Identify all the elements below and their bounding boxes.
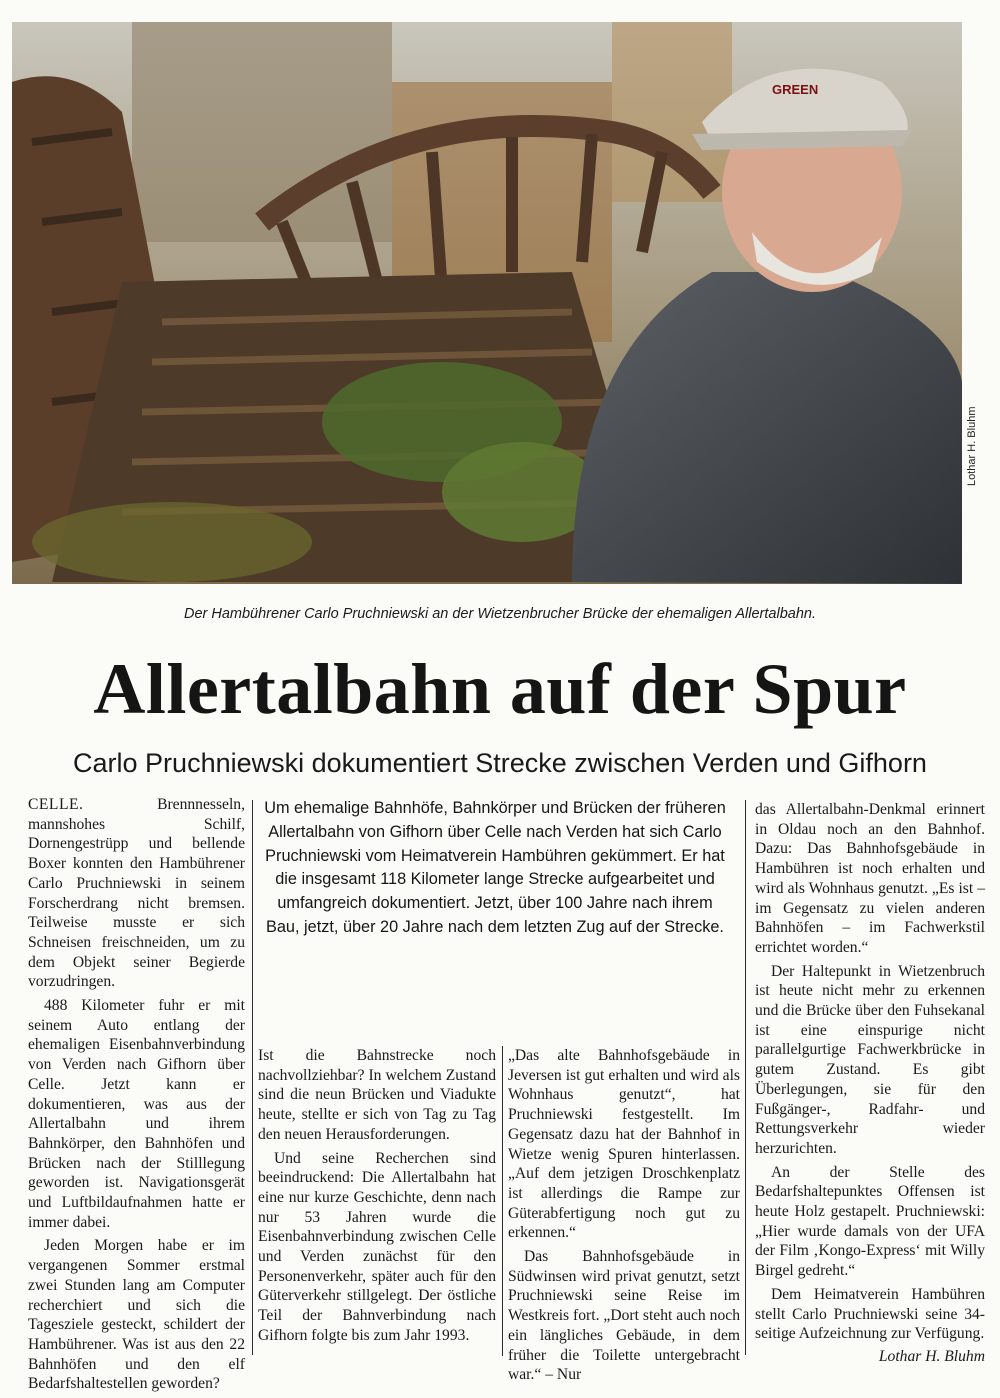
article-lead: Um ehemalige Bahnhöfe, Bahnkörper und Brücken der früheren Allertalbahn von Gifhorn über Celle nach Verden hat sich Carlo Pruchniewski vom Heimatverein Hambühren gekümmert. Er hat die insgesamt 118 Kilometer lange Strecke aufgearbeitet und umfangreich dokumentiert. Jetzt, über 100 Jahre nach ihrem Bau, jetzt, über 20 Jahre nach dem letzten Zug auf der Strecke. — [264, 799, 726, 936]
photo-credit: Lothar H. Bluhm — [966, 406, 978, 486]
author-byline: Lothar H. Bluhm — [878, 1348, 985, 1365]
article-column-2 — [258, 1046, 496, 1350]
paragraph: „Das alte Bahnhofsgebäude in Jeversen ist gut erhalten und wird als Wohnhaus genutzt“, hat Pruchniewski festgestellt. Im Gegensatz dazu hat der Bahnhof in Wietze wenig Spuren hinterlassen. „Auf dem jetzigen Droschkenplatz ist allerdings die Rampe zur Güterabfertigung noch gut zu erkennen.“ — [508, 1047, 740, 1242]
dateline: CELLE. — [28, 796, 84, 813]
paragraph: Das Bahnhofsgebäude in Südwinsen wird privat genutzt, setzt Pruchniewski seine Reise im Westkreis fort. „Dort steht auch noch ein längliches Gebäude, in dem früher die Toilette untergebracht war.“ – Nur — [508, 1248, 740, 1384]
cap-logo-text: GREEN — [772, 82, 819, 97]
article-column-4 — [755, 800, 985, 1348]
bridge-photo-illustration — [12, 22, 962, 584]
paragraph: das Allertalbahn-Denkmal erinnert in Oldau noch an den Bahnhof. Dazu: Das Bahnhofsgebäude in Hambühren ist noch erhalten und wird als Wohnhaus genutzt. „Es ist – im Gegensatz zu vielen anderen Bahnhöfen – im Fachwerkstil errichtet worden.“ — [755, 801, 985, 956]
subheadline: Carlo Pruchniewski dokumentiert Strecke zwischen Verden und Gifhorn — [73, 748, 927, 778]
paragraph: Der Haltepunkt in Wietzenbruch ist heute nicht mehr zu erkennen und die Brücke über den Fuhsekanal ist eine einspurige nicht parallelgurtige Fachwerkbrücke in gutem Zustand. Es gibt Überlegungen, sie für den Fußgänger-, Radfahr- und Rettungsverkehr wieder herzurichten. — [755, 962, 985, 1157]
article-photo — [12, 22, 962, 584]
paragraph: CELLE. Brennnesseln, mannshohes Schilf, Dornengestrüpp und bellende Boxer konnten den Hambührener Carlo Pruchniewski in seinem Forscherdrang nicht bremsen. Teilweise musste er sich Schneisen freischneiden, um zu dem Objekt seiner Begierde vorzudringen. — [28, 796, 245, 991]
paragraph: An der Stelle des Bedarfshaltepunktes Offensen ist heute Holz gestapelt. Pruchniewski: „Hier wurde damals von der UFA der Film ‚Kongo-Express‘ mit Willy Birgel gedreht.“ — [755, 1163, 985, 1280]
paragraph: Und seine Recherchen sind beeindruckend: Die Allertalbahn hat eine nur kurze Geschichte, denn nach nur 53 Jahren wurde die Eisenbahnverbindung zwischen Celle und Verden zunächst für den Personenverkehr, später auch für den Güterverkehr stillgelegt. Der östliche Teil der Bahnverbindung nach Gifhorn folgte bis zum Jahr 1993. — [258, 1149, 496, 1344]
column-rule — [502, 1046, 503, 1356]
headline: Allertalbahn auf der Spur — [93, 649, 907, 729]
column-rule — [252, 800, 253, 1355]
paragraph: Dem Heimatverein Hambühren stellt Carlo Pruchniewski seine 34-seitige Aufzeichnung zur Verfügung. — [755, 1285, 985, 1343]
column-rule — [745, 800, 746, 1355]
article-column-1 — [28, 795, 245, 1398]
paragraph: Ist die Bahnstrecke noch nachvollziehbar? In welchem Zustand sind die neun Brücken und Viadukte heute, stellte er sich von Tag zu Tag den neuen Herausforderungen. — [258, 1047, 496, 1143]
paragraph: Jeden Morgen habe er im vergangenen Sommer erstmal zwei Stunden lang am Computer recherchiert und sich die Tagesziele gesteckt, schildert der Hambührener. Was ist aus den 22 Bahnhöfen und den elf Bedarfshaltestellen geworden? — [28, 1237, 245, 1393]
photo-caption: Der Hambührener Carlo Pruchniewski an der Wietzenbrucher Brücke der ehemaligen Allertalbahn. — [183, 606, 816, 622]
article-column-3 — [508, 1046, 740, 1389]
paragraph: 488 Kilometer fuhr er mit seinem Auto entlang der ehemaligen Eisenbahnverbindung von Verden nach Gifhorn über Celle. Jetzt kann er dokumentieren, was aus der Allertalbahn und ihrem Bahnkörper, den Bahnhöfen und Brücken nach der Stilllegung geworden ist. Navigationsgerät und Luftbildaufnahmen hatte er immer dabei. — [28, 997, 245, 1231]
